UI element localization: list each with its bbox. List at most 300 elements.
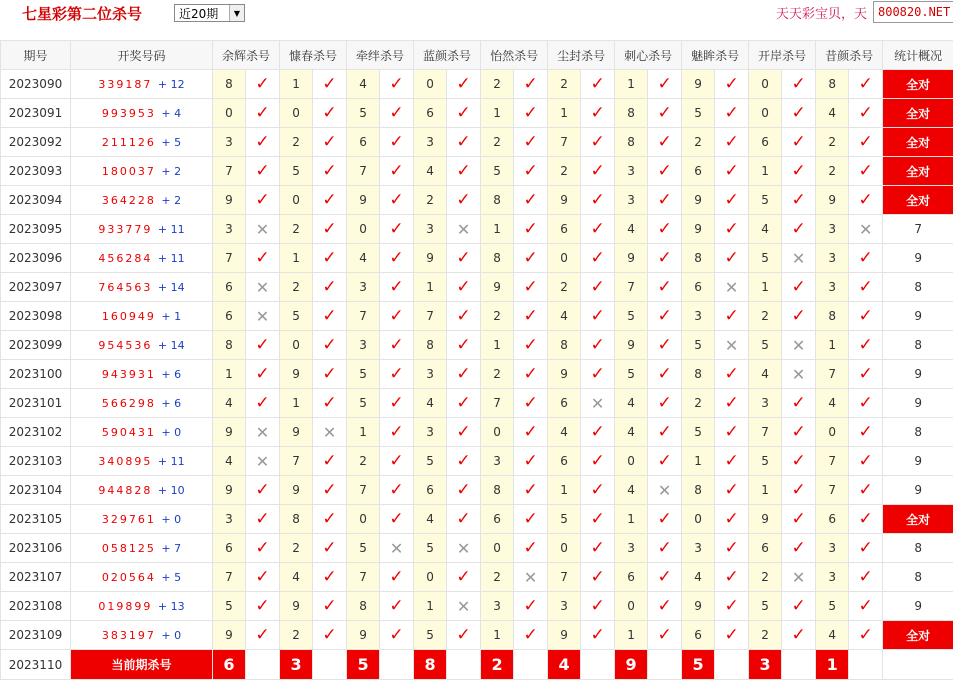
kill-number: 9 (816, 186, 849, 215)
draw-main-numbers: 993953 (102, 107, 156, 120)
check-icon: ✓ (715, 157, 749, 186)
check-icon: ✓ (648, 157, 682, 186)
check-icon: ✓ (849, 563, 883, 592)
kill-number: 5 (414, 621, 447, 650)
kill-number: 2 (548, 157, 581, 186)
top-bar (0, 0, 953, 41)
kill-number: 0 (280, 99, 313, 128)
draw-main-numbers: 211126 (102, 136, 156, 149)
kill-number: 2 (280, 273, 313, 302)
check-icon: ✓ (581, 418, 615, 447)
check-icon: ✓ (715, 563, 749, 592)
kill-number: 6 (548, 447, 581, 476)
kill-number: 5 (347, 360, 380, 389)
check-icon: ✓ (782, 99, 816, 128)
kill-number: 3 (213, 215, 246, 244)
draw-main-numbers: 160949 (102, 310, 156, 323)
column-header: 魅眸杀号 (682, 41, 749, 70)
stat-summary: 9 (883, 592, 953, 621)
check-icon: ✓ (782, 215, 816, 244)
check-icon: ✓ (246, 389, 280, 418)
draw-main-numbers: 943931 (102, 368, 156, 381)
draw-main-numbers: 764563 (98, 281, 152, 294)
check-icon: ✓ (715, 534, 749, 563)
kill-number: 0 (280, 186, 313, 215)
draw-special-number: + 0 (161, 629, 181, 642)
check-icon: ✓ (447, 476, 481, 505)
current-kill-number: 5 (347, 650, 380, 680)
kill-number: 0 (749, 99, 782, 128)
kill-number: 9 (280, 360, 313, 389)
cross-icon: ✕ (246, 215, 280, 244)
table-row (1, 157, 953, 186)
empty-cell (246, 650, 280, 680)
kill-number: 0 (280, 331, 313, 360)
check-icon: ✓ (715, 360, 749, 389)
check-icon: ✓ (514, 505, 548, 534)
site-badge[interactable]: 800820.NET (873, 1, 953, 23)
kill-number: 5 (280, 157, 313, 186)
check-icon: ✓ (313, 447, 347, 476)
period-select-value: 近20期 (175, 5, 229, 22)
check-icon: ✓ (849, 331, 883, 360)
check-icon: ✓ (246, 186, 280, 215)
check-icon: ✓ (313, 360, 347, 389)
column-header: 牵绊杀号 (347, 41, 414, 70)
check-icon: ✓ (581, 157, 615, 186)
stat-summary: 8 (883, 534, 953, 563)
check-icon: ✓ (648, 563, 682, 592)
empty-cell (581, 650, 615, 680)
kill-number: 8 (414, 331, 447, 360)
check-icon: ✓ (581, 360, 615, 389)
kill-number: 6 (213, 302, 246, 331)
kill-number: 9 (213, 621, 246, 650)
check-icon: ✓ (313, 331, 347, 360)
cross-icon: ✕ (447, 592, 481, 621)
table-row (1, 621, 953, 650)
check-icon: ✓ (715, 128, 749, 157)
kill-number: 7 (816, 360, 849, 389)
table-row (1, 476, 953, 505)
check-icon: ✓ (380, 563, 414, 592)
kill-number: 9 (280, 592, 313, 621)
stat-summary: 9 (883, 447, 953, 476)
check-icon: ✓ (849, 447, 883, 476)
draw-result (71, 621, 213, 650)
check-icon: ✓ (380, 389, 414, 418)
kill-number: 8 (816, 70, 849, 99)
check-icon: ✓ (715, 505, 749, 534)
draw-special-number: + 5 (161, 571, 181, 584)
kill-number: 7 (749, 418, 782, 447)
kill-number: 8 (548, 331, 581, 360)
check-icon: ✓ (246, 476, 280, 505)
draw-result (71, 244, 213, 273)
current-kill-number: 3 (749, 650, 782, 680)
kill-number: 7 (481, 389, 514, 418)
stat-summary: 9 (883, 360, 953, 389)
issue-number: 2023090 (1, 70, 71, 99)
kill-number: 1 (548, 476, 581, 505)
draw-special-number: + 13 (158, 600, 185, 613)
check-icon: ✓ (581, 331, 615, 360)
issue-number: 2023104 (1, 476, 71, 505)
stat-summary: 8 (883, 563, 953, 592)
kill-number: 1 (347, 418, 380, 447)
cross-icon: ✕ (581, 389, 615, 418)
empty-cell (380, 650, 414, 680)
issue-number: 2023108 (1, 592, 71, 621)
check-icon: ✓ (581, 621, 615, 650)
current-kill-number: 6 (213, 650, 246, 680)
check-icon: ✓ (447, 621, 481, 650)
draw-result (71, 563, 213, 592)
kill-number: 5 (682, 99, 715, 128)
issue-number: 2023099 (1, 331, 71, 360)
draw-result (71, 389, 213, 418)
check-icon: ✓ (246, 563, 280, 592)
check-icon: ✓ (380, 447, 414, 476)
kill-number: 5 (414, 534, 447, 563)
table-row (1, 273, 953, 302)
kill-number: 5 (749, 447, 782, 476)
issue-number: 2023109 (1, 621, 71, 650)
page-title: 七星彩第二位杀号 (22, 3, 142, 24)
check-icon: ✓ (313, 186, 347, 215)
check-icon: ✓ (380, 505, 414, 534)
kill-number: 8 (615, 99, 648, 128)
check-icon: ✓ (648, 592, 682, 621)
kill-number: 9 (615, 244, 648, 273)
check-icon: ✓ (782, 157, 816, 186)
kill-number: 2 (548, 273, 581, 302)
cross-icon: ✕ (313, 418, 347, 447)
check-icon: ✓ (380, 476, 414, 505)
stat-summary: 全对 (883, 621, 953, 650)
cross-icon: ✕ (648, 476, 682, 505)
kill-number: 1 (749, 157, 782, 186)
kill-number: 5 (749, 592, 782, 621)
check-icon: ✓ (514, 621, 548, 650)
check-icon: ✓ (380, 273, 414, 302)
check-icon: ✓ (246, 99, 280, 128)
kill-number: 9 (548, 186, 581, 215)
check-icon: ✓ (313, 505, 347, 534)
kill-number: 1 (280, 389, 313, 418)
empty-cell (782, 650, 816, 680)
check-icon: ✓ (246, 331, 280, 360)
check-icon: ✓ (715, 186, 749, 215)
stat-summary: 全对 (883, 70, 953, 99)
check-icon: ✓ (514, 273, 548, 302)
check-icon: ✓ (447, 273, 481, 302)
kill-number: 1 (615, 70, 648, 99)
draw-result (71, 302, 213, 331)
draw-result (71, 331, 213, 360)
issue-number: 2023105 (1, 505, 71, 534)
check-icon: ✓ (447, 563, 481, 592)
kill-number: 1 (615, 621, 648, 650)
kill-number: 3 (816, 244, 849, 273)
kill-number: 4 (213, 447, 246, 476)
kill-number: 5 (347, 389, 380, 418)
kill-number: 4 (615, 476, 648, 505)
draw-special-number: + 14 (158, 339, 185, 352)
kill-number: 1 (481, 99, 514, 128)
draw-special-number: + 11 (158, 455, 185, 468)
check-icon: ✓ (447, 389, 481, 418)
kill-number: 7 (347, 302, 380, 331)
kill-number: 4 (816, 99, 849, 128)
check-icon: ✓ (380, 418, 414, 447)
check-icon: ✓ (648, 505, 682, 534)
check-icon: ✓ (648, 389, 682, 418)
check-icon: ✓ (447, 99, 481, 128)
draw-main-numbers: 180037 (102, 165, 156, 178)
kill-number: 3 (414, 128, 447, 157)
kill-number: 3 (749, 389, 782, 418)
kill-number: 8 (682, 244, 715, 273)
kill-number: 6 (414, 476, 447, 505)
table-row (1, 563, 953, 592)
current-kill-number: 8 (414, 650, 447, 680)
draw-special-number: + 6 (161, 397, 181, 410)
draw-special-number: + 6 (161, 368, 181, 381)
kill-number: 0 (347, 505, 380, 534)
draw-special-number: + 5 (161, 136, 181, 149)
empty-cell (849, 650, 883, 680)
check-icon: ✓ (514, 331, 548, 360)
draw-result (71, 447, 213, 476)
check-icon: ✓ (849, 360, 883, 389)
kill-number: 5 (682, 418, 715, 447)
check-icon: ✓ (782, 505, 816, 534)
kill-number: 8 (481, 476, 514, 505)
check-icon: ✓ (313, 70, 347, 99)
check-icon: ✓ (782, 621, 816, 650)
empty-cell (514, 650, 548, 680)
table-row (1, 99, 953, 128)
kill-number: 7 (548, 128, 581, 157)
check-icon: ✓ (447, 157, 481, 186)
draw-special-number: + 4 (161, 107, 181, 120)
check-icon: ✓ (648, 360, 682, 389)
current-kill-number: 1 (816, 650, 849, 680)
kill-number: 2 (280, 215, 313, 244)
check-icon: ✓ (581, 563, 615, 592)
kill-number: 1 (816, 331, 849, 360)
check-icon: ✓ (447, 244, 481, 273)
check-icon: ✓ (447, 70, 481, 99)
check-icon: ✓ (514, 534, 548, 563)
kill-number: 9 (213, 186, 246, 215)
kill-number: 8 (816, 302, 849, 331)
check-icon: ✓ (514, 70, 548, 99)
check-icon: ✓ (782, 534, 816, 563)
draw-special-number: + 0 (161, 513, 181, 526)
kill-number: 6 (682, 621, 715, 650)
check-icon: ✓ (782, 273, 816, 302)
check-icon: ✓ (849, 389, 883, 418)
kill-number: 3 (615, 534, 648, 563)
kill-number: 3 (481, 592, 514, 621)
check-icon: ✓ (514, 215, 548, 244)
kill-number: 0 (548, 534, 581, 563)
draw-main-numbers: 954536 (98, 339, 152, 352)
stat-summary: 全对 (883, 186, 953, 215)
table-row (1, 360, 953, 389)
check-icon: ✓ (313, 244, 347, 273)
cross-icon: ✕ (246, 273, 280, 302)
kill-number: 5 (615, 302, 648, 331)
kill-number: 2 (414, 186, 447, 215)
kill-number: 0 (682, 505, 715, 534)
kill-number: 0 (615, 447, 648, 476)
check-icon: ✓ (648, 244, 682, 273)
kill-number: 9 (347, 186, 380, 215)
check-icon: ✓ (849, 505, 883, 534)
check-icon: ✓ (648, 534, 682, 563)
current-kill-number: 9 (615, 650, 648, 680)
draw-special-number: + 1 (161, 310, 181, 323)
draw-result (71, 418, 213, 447)
stat-summary: 9 (883, 389, 953, 418)
table-row (1, 186, 953, 215)
check-icon: ✓ (313, 476, 347, 505)
column-header: 刺心杀号 (615, 41, 682, 70)
kill-number: 3 (347, 273, 380, 302)
check-icon: ✓ (313, 592, 347, 621)
check-icon: ✓ (648, 128, 682, 157)
draw-main-numbers: 058125 (102, 542, 156, 555)
kill-number: 4 (816, 389, 849, 418)
draw-main-numbers: 340895 (98, 455, 152, 468)
table-row (1, 302, 953, 331)
period-select[interactable] (174, 4, 245, 22)
kill-number: 9 (682, 215, 715, 244)
kill-number: 2 (481, 70, 514, 99)
table-row (1, 505, 953, 534)
kill-number: 0 (414, 563, 447, 592)
draw-main-numbers: 339187 (98, 78, 152, 91)
empty-cell (715, 650, 749, 680)
check-icon: ✓ (447, 128, 481, 157)
column-header: 余辉杀号 (213, 41, 280, 70)
current-kill-number: 4 (548, 650, 581, 680)
issue-number: 2023098 (1, 302, 71, 331)
check-icon: ✓ (246, 505, 280, 534)
cross-icon: ✕ (782, 244, 816, 273)
kill-number: 4 (615, 418, 648, 447)
chevron-down-icon[interactable]: ▼ (229, 5, 244, 21)
kill-number: 6 (682, 273, 715, 302)
check-icon: ✓ (380, 215, 414, 244)
draw-result (71, 360, 213, 389)
stat-summary: 全对 (883, 128, 953, 157)
check-icon: ✓ (849, 621, 883, 650)
cross-icon: ✕ (447, 534, 481, 563)
check-icon: ✓ (849, 70, 883, 99)
kill-number: 6 (548, 389, 581, 418)
check-icon: ✓ (581, 128, 615, 157)
kill-number: 1 (280, 244, 313, 273)
kill-number: 7 (347, 476, 380, 505)
check-icon: ✓ (380, 331, 414, 360)
check-icon: ✓ (514, 128, 548, 157)
kill-number: 2 (816, 157, 849, 186)
check-icon: ✓ (648, 215, 682, 244)
draw-result (71, 70, 213, 99)
kill-number: 0 (481, 418, 514, 447)
kill-number: 5 (816, 592, 849, 621)
check-icon: ✓ (849, 476, 883, 505)
draw-special-number: + 0 (161, 426, 181, 439)
check-icon: ✓ (849, 244, 883, 273)
kill-number: 8 (347, 592, 380, 621)
current-issue-number: 2023110 (1, 650, 71, 680)
kill-number: 7 (213, 244, 246, 273)
check-icon: ✓ (581, 476, 615, 505)
cross-icon: ✕ (782, 331, 816, 360)
issue-number: 2023100 (1, 360, 71, 389)
empty-cell (648, 650, 682, 680)
table-row (1, 331, 953, 360)
kill-number: 6 (816, 505, 849, 534)
cross-icon: ✕ (715, 273, 749, 302)
draw-special-number: + 2 (161, 194, 181, 207)
stat-summary: 9 (883, 244, 953, 273)
kill-number: 1 (481, 215, 514, 244)
check-icon: ✓ (648, 186, 682, 215)
current-kill-number: 3 (280, 650, 313, 680)
check-icon: ✓ (648, 331, 682, 360)
kill-number: 4 (749, 360, 782, 389)
cross-icon: ✕ (246, 302, 280, 331)
kill-number: 2 (749, 621, 782, 650)
check-icon: ✓ (581, 447, 615, 476)
issue-number: 2023107 (1, 563, 71, 592)
check-icon: ✓ (782, 418, 816, 447)
table-row (1, 244, 953, 273)
check-icon: ✓ (514, 186, 548, 215)
kill-number: 7 (816, 447, 849, 476)
kill-number: 9 (615, 331, 648, 360)
kill-number: 0 (816, 418, 849, 447)
draw-main-numbers: 020564 (102, 571, 156, 584)
check-icon: ✓ (715, 244, 749, 273)
kill-number: 2 (816, 128, 849, 157)
issue-number: 2023106 (1, 534, 71, 563)
stat-summary: 8 (883, 331, 953, 360)
kill-number: 7 (347, 157, 380, 186)
check-icon: ✓ (447, 360, 481, 389)
kill-number: 2 (481, 563, 514, 592)
check-icon: ✓ (715, 592, 749, 621)
table-row (1, 418, 953, 447)
kill-number: 0 (347, 215, 380, 244)
kill-number: 4 (213, 389, 246, 418)
check-icon: ✓ (715, 621, 749, 650)
kill-number: 9 (213, 476, 246, 505)
cross-icon: ✕ (246, 418, 280, 447)
kill-number: 8 (481, 186, 514, 215)
kill-number: 4 (347, 70, 380, 99)
kill-number: 1 (749, 476, 782, 505)
kill-number: 3 (816, 273, 849, 302)
kill-number: 4 (414, 389, 447, 418)
check-icon: ✓ (782, 592, 816, 621)
